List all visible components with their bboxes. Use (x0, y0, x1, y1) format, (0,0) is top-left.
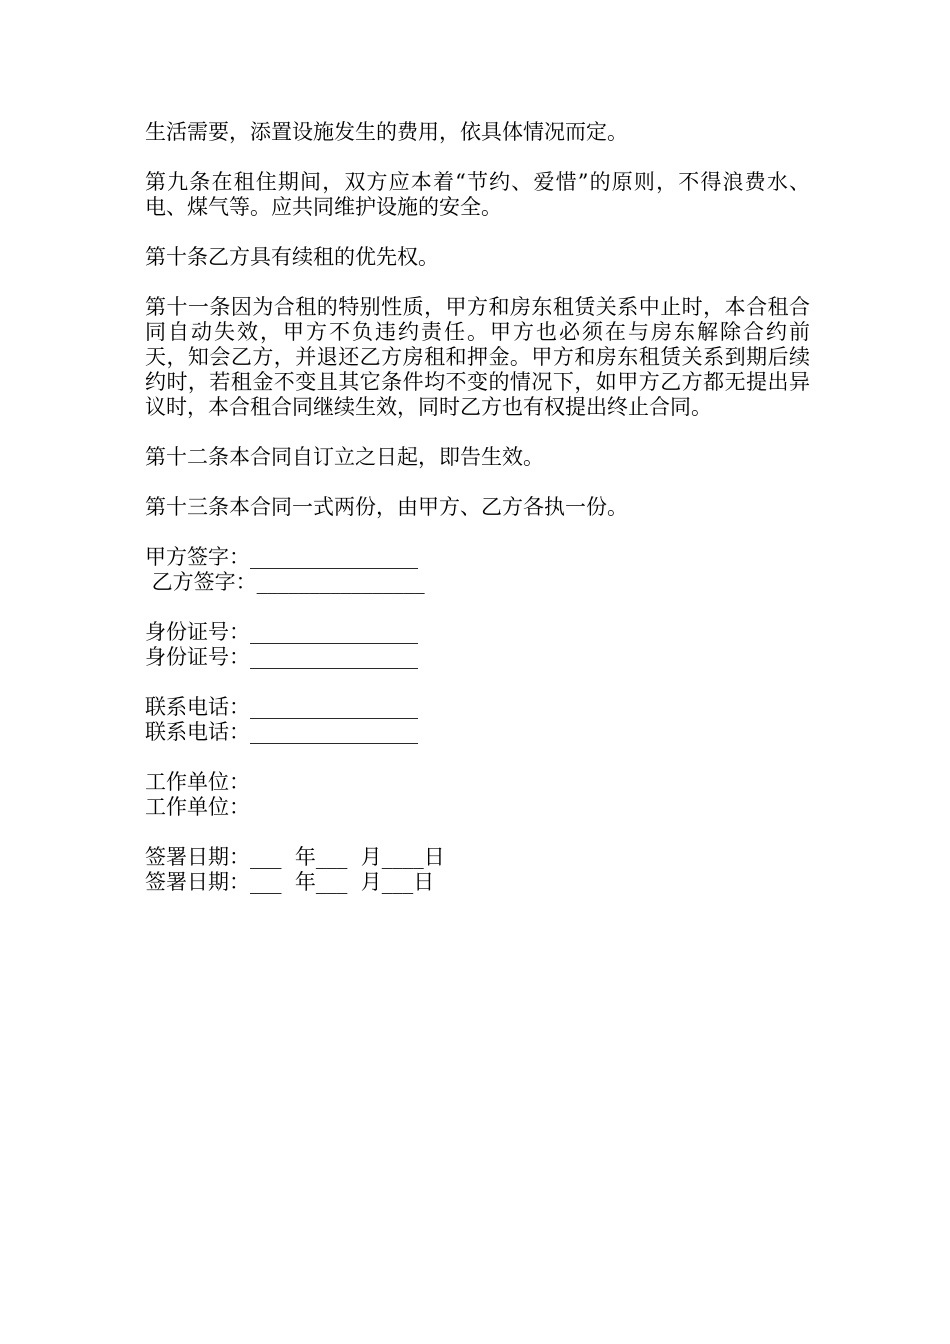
paragraph-article-9: 第九条在租住期间，双方应本着“节约、爱惜”的原则，不得浪费水、电、煤气等。应共同维护设施的安全。 (145, 170, 810, 219)
party-a-date-line: 签署日期：___ 年___ 月____日 (145, 845, 445, 869)
party-b-signature-line: 乙方签字：________________ (145, 570, 425, 594)
party-a-work-unit-line: 工作单位： (145, 770, 250, 794)
work-unit-block (145, 770, 810, 820)
party-a-signature-line: 甲方签字：________________ (145, 545, 418, 569)
party-b-date-line: 签署日期：___ 年___ 月___日 (145, 870, 435, 894)
paragraph-article-12: 第十二条本合同自订立之日起，即告生效。 (145, 445, 544, 469)
party-b-phone-line: 联系电话：________________ (145, 720, 418, 744)
party-a-phone-line: 联系电话：________________ (145, 695, 418, 719)
party-a-id-line: 身份证号：________________ (145, 620, 418, 644)
id-number-block (145, 620, 810, 670)
party-b-work-unit-line: 工作单位： (145, 795, 250, 819)
paragraph-article-10: 第十条乙方具有续租的优先权。 (145, 245, 439, 269)
party-b-id-line: 身份证号：________________ (145, 645, 418, 669)
paragraph-article-11: 第十一条因为合租的特别性质，甲方和房东租赁关系中止时，本合租合同自动失效，甲方不负违约责任。甲方也必须在与房东解除合约前 天，知会乙方，并退还乙方房租和押金。甲方和房东租赁关系到期后续约时，若租金不变且其它条件均不变的情况下，如甲方乙方都无提出异议时，本合租合同继续生效，同时乙方也有权提出终止合同。 (145, 295, 831, 419)
paragraph-article-13: 第十三条本合同一式两份，由甲方、乙方各执一份。 (145, 495, 628, 519)
signature-block (145, 545, 810, 595)
date-block (145, 845, 810, 895)
document-page (145, 120, 831, 920)
phone-block (145, 695, 810, 745)
paragraph-intro: 生活需要，添置设施发生的费用，依具体情况而定。 (145, 120, 628, 144)
